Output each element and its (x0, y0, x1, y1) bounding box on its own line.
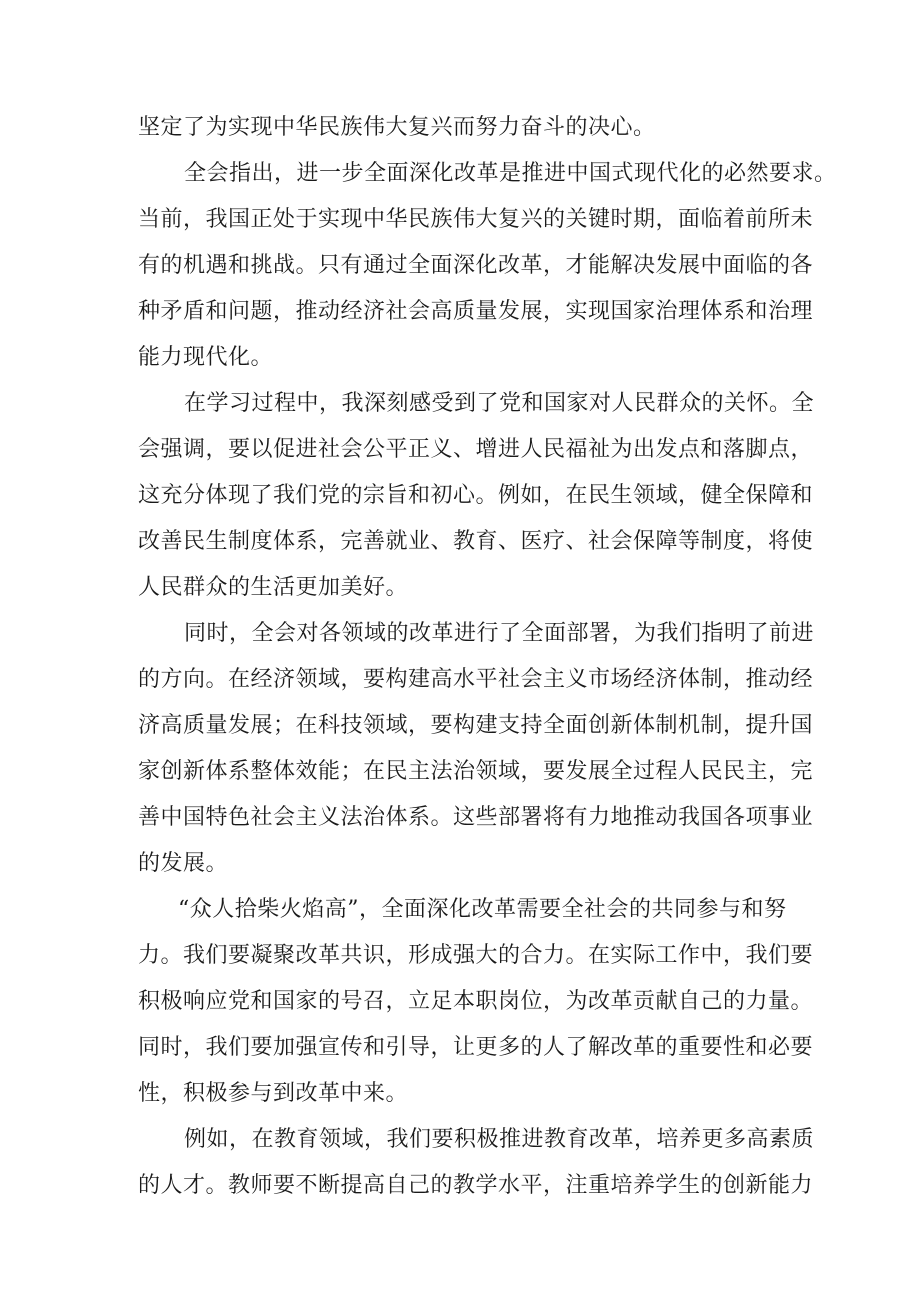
text-line: 能力现代化。 (138, 345, 274, 370)
text-line: 力。我们要凝聚改革共识，形成强大的合力。在实际工作中，我们要 (138, 943, 814, 968)
paragraph-continuation (138, 105, 798, 151)
text-line: 同时，全会对各领域的改革进行了全面部署，为我们指明了前进 (184, 621, 815, 646)
text-line: 改善民生制度体系，完善就业、教育、医疗、社会保障等制度，将使 (138, 529, 814, 554)
text-line: 的发展。 (138, 851, 229, 876)
text-line: 有的机遇和挑战。只有通过全面深化改革，才能解决发展中面临的各 (138, 253, 814, 278)
text-line: 人民群众的生活更加美好。 (138, 575, 409, 600)
text-line: 的人才。教师要不断提高自己的教学水平，注重培养学生的创新能力 (138, 1173, 814, 1198)
paragraph-reform-deployment (138, 611, 815, 887)
text-line: 积极响应党和国家的号召，立足本职岗位，为改革贡献自己的力量。 (138, 989, 814, 1014)
text-line: 家创新体系整体效能；在民主法治领域，要发展全过程人民民主，完 (138, 759, 814, 784)
text-line: 在学习过程中，我深刻感受到了党和国家对人民群众的关怀。全 (184, 391, 815, 416)
document-body (138, 105, 837, 1209)
text-line: 会强调，要以促进社会公平正义、增进人民福祉为出发点和落脚点， (138, 437, 814, 462)
text-line: 种矛盾和问题，推动经济社会高质量发展，实现国家治理体系和治理 (138, 299, 814, 324)
text-line: 善中国特色社会主义法治体系。这些部署将有力地推动我国各项事业 (138, 805, 814, 830)
text-line: 济高质量发展；在科技领域，要构建支持全面创新体制机制，提升国 (138, 713, 814, 738)
text-line: 同时，我们要加强宣传和引导，让更多的人了解改革的重要性和必要 (138, 1035, 814, 1060)
text-line: 坚定了为实现中华民族伟大复兴而努力奋斗的决心。 (138, 115, 656, 140)
paragraph-reform-requirement (138, 151, 837, 381)
paragraph-education-reform (138, 1117, 815, 1209)
text-line: 例如，在教育领域，我们要积极推进教育改革，培养更多高素质 (184, 1127, 815, 1152)
text-line: 的方向。在经济领域，要构建高水平社会主义市场经济体制，推动经 (138, 667, 814, 692)
text-line: 这充分体现了我们党的宗旨和初心。例如，在民生领域，健全保障和 (138, 483, 814, 508)
paragraph-joint-participation (138, 887, 814, 1117)
text-line: “众人拾柴火焰高”，全面深化改革需要全社会的共同参与和努 (178, 897, 787, 922)
text-line: 当前，我国正处于实现中华民族伟大复兴的关键时期，面临着前所未 (138, 207, 814, 232)
text-line: 性，积极参与到改革中来。 (138, 1081, 409, 1106)
text-line: 全会指出，进一步全面深化改革是推进中国式现代化的必然要求。 (184, 161, 837, 186)
paragraph-care-for-people (138, 381, 815, 611)
